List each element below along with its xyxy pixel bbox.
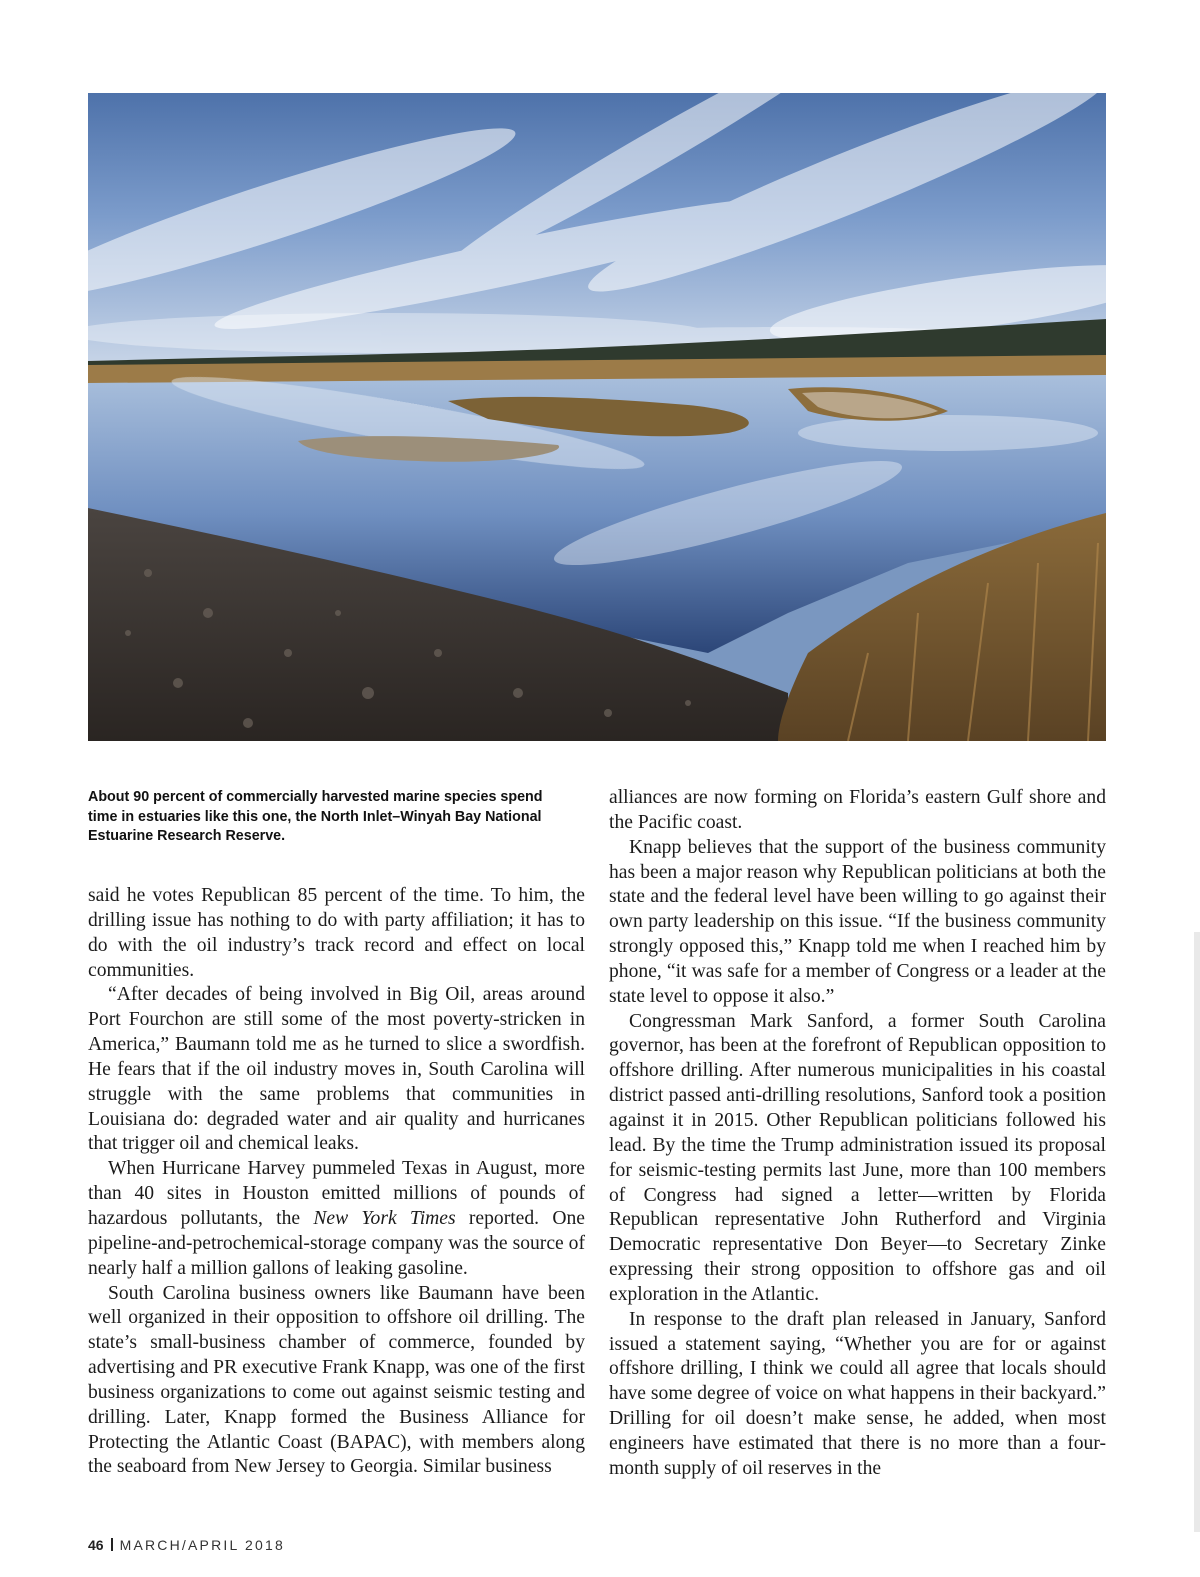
issue-date: MARCH/APRIL 2018 [119,1537,285,1553]
estuary-landscape-photo [88,93,1106,741]
paragraph: In response to the draft plan released in January, Sanford issued a statement saying, “Whether you are for or against offshore drilling, I think we could all agree that locals should have some degree of voice on what happens in their backyard.” Drilling for oil doesn’t make sense, he added, when most engineers have estimated that there is no more than a four-month supply of oil reserves in the [609,1308,1106,1479]
page-number: 46 [88,1537,104,1553]
article-column-left [88,884,585,1480]
footer-divider [111,1538,113,1551]
page-edge-shadow [1194,932,1200,1532]
paragraph: said he votes Republican 85 percent of the time. To him, the drilling issue has nothing to do with party affiliation; it has to do with the oil industry’s track record and effect on local communities. [88,885,585,981]
paragraph: Congressman Mark Sanford, a former South Carolina governor, has been at the forefront of Republican opposition to offshore drilling. After numerous municipalities in his coastal district passed anti-drilling resolutions, Sanford took a position against it in 2015. Other Republican politicians followed his lead. By the time the Trump administration issued its proposal for seismic-testing permits last June, more than 100 members of Congress had signed a letter—written by Florida Republican representative John Rutherford and Virginia Democratic representative Don Beyer—to Secretary Zinke expressing their strong opposition to offshore gas and oil exploration in the Atlantic. [609,1010,1106,1305]
estuary-photo [88,93,1106,741]
photo-caption: About 90 percent of commercially harvested marine species spend time in estuaries like this one, the North Inlet–Winyah Bay National Estuarine Research Reserve. [88,789,543,844]
paragraph: “After decades of being involved in Big Oil, areas around Port Fourchon are still some of the most poverty-stricken in America,” Baumann told me as he turned to slice a swordfish. He fears that if the oil industry moves in, South Carolina will struggle with the same problems that communities in Louisiana do: degraded water and air quality and hurricanes that trigger oil and chemical leaks. [88,984,585,1155]
paragraph: alliances are now forming on Florida’s eastern Gulf shore and the Pacific coast. [609,787,1106,833]
page-footer [88,1536,285,1554]
paragraph-text: When Hurricane Harvey pummeled Texas in August, more than 40 sites in Houston emitted millions of pounds of hazardous pollutants, the [88,1158,585,1229]
paragraph: South Carolina business owners like Baumann have been well organized in their opposition to offshore oil drilling. The state’s small-business chamber of commerce, founded by advertising and PR executive Frank Knapp, was one of the first business organizations to come out against seismic testing and drilling. Later, Knapp formed the Business Alliance for Protecting the Atlantic Coast (BAPAC), with members along the seaboard from New Jersey to Georgia. Similar business [88,1282,585,1478]
article-column-right [609,786,1106,1482]
paragraph [88,1157,585,1281]
publication-title: New York Times [313,1207,456,1229]
paragraph: Knapp believes that the support of the business community has been a major reason why Republican politicians at both the state and the federal level have been willing to go against their own party leadership on this issue. “If the business community strongly opposed this,” Knapp told me when I reached him by phone, “it was safe for a member of Congress or a leader at the state level to oppose it also.” [609,836,1106,1007]
paragraph-text: reported. One pipeline-and-petrochemical-storage company was the source of nearly half a million gallons of leaking gasoline. [88,1207,585,1279]
